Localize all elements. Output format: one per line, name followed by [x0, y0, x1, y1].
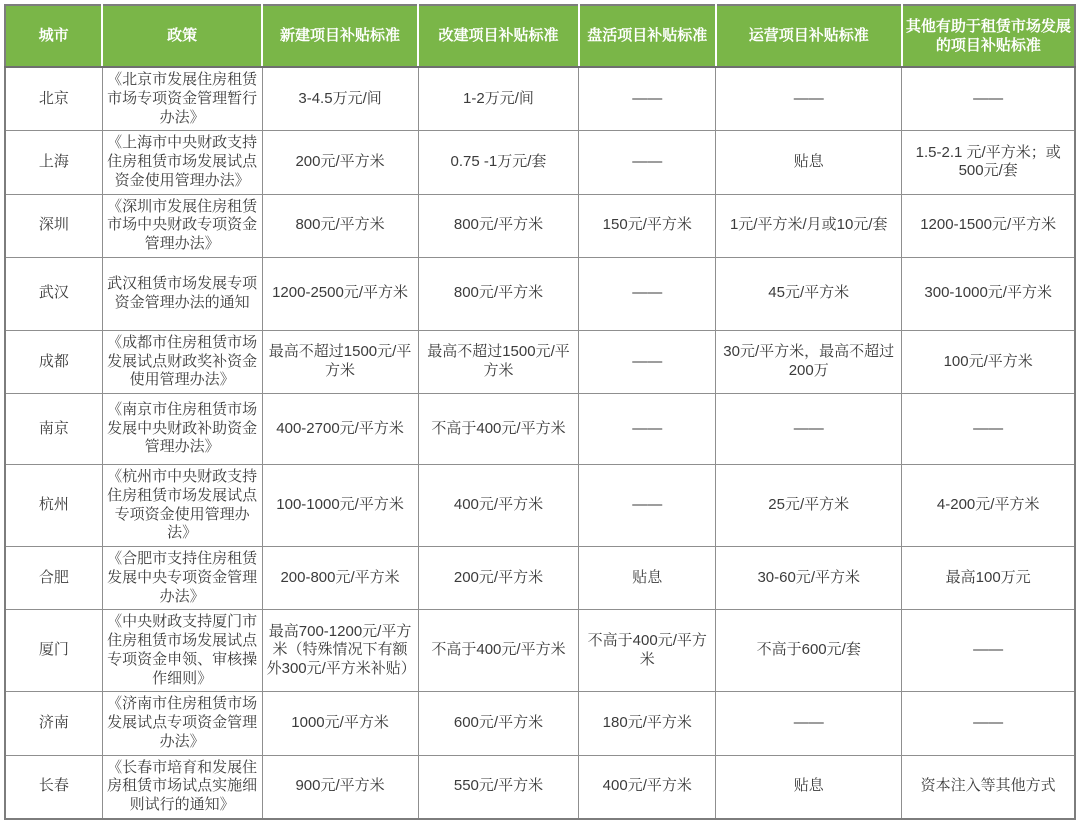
city-rental-subsidy-table: [4, 4, 1076, 820]
cell-new-build: 最高700-1200元/平方米（特殊情况下有额外300元/平方米补贴）: [262, 610, 418, 692]
cell-other: ——: [902, 610, 1075, 692]
cell-renovation: 200元/平方米: [418, 547, 579, 610]
cell-revitalize: ——: [579, 67, 716, 131]
table-row: [5, 547, 1075, 610]
cell-renovation: 550元/平方米: [418, 755, 579, 819]
cell-renovation: 400元/平方米: [418, 465, 579, 547]
cell-renovation: 不高于400元/平方米: [418, 394, 579, 465]
cell-city: 北京: [5, 67, 102, 131]
cell-city: 济南: [5, 692, 102, 755]
cell-operation: 30元/平方米，最高不超过200万: [716, 330, 902, 393]
cell-policy: 武汉租赁市场发展专项资金管理办法的通知: [102, 257, 262, 330]
cell-city: 成都: [5, 330, 102, 393]
cell-other: 4-200元/平方米: [902, 465, 1075, 547]
cell-revitalize: 400元/平方米: [579, 755, 716, 819]
table-row: [5, 465, 1075, 547]
cell-renovation: 800元/平方米: [418, 257, 579, 330]
table-row: [5, 394, 1075, 465]
table-row: [5, 755, 1075, 819]
header-row: [5, 5, 1075, 67]
cell-new-build: 1000元/平方米: [262, 692, 418, 755]
table-body: [5, 67, 1075, 819]
cell-other: 100元/平方米: [902, 330, 1075, 393]
table-row: [5, 330, 1075, 393]
cell-new-build: 1200-2500元/平方米: [262, 257, 418, 330]
cell-new-build: 最高不超过1500元/平方米: [262, 330, 418, 393]
table-row: [5, 67, 1075, 131]
cell-renovation: 最高不超过1500元/平方米: [418, 330, 579, 393]
cell-operation: 贴息: [716, 131, 902, 194]
cell-other: ——: [902, 394, 1075, 465]
cell-other: 300-1000元/平方米: [902, 257, 1075, 330]
col-header-renovation: 改建项目补贴标准: [418, 5, 579, 67]
cell-other: ——: [902, 67, 1075, 131]
cell-policy: 《深圳市发展住房租赁市场中央财政专项资金管理办法》: [102, 194, 262, 257]
cell-new-build: 900元/平方米: [262, 755, 418, 819]
cell-operation: ——: [716, 692, 902, 755]
cell-policy: 《上海市中央财政支持住房租赁市场发展试点资金使用管理办法》: [102, 131, 262, 194]
cell-operation: 不高于600元/套: [716, 610, 902, 692]
cell-revitalize: 贴息: [579, 547, 716, 610]
table-row: [5, 131, 1075, 194]
cell-new-build: 800元/平方米: [262, 194, 418, 257]
cell-other: 1.5-2.1 元/平方米；或500元/套: [902, 131, 1075, 194]
cell-renovation: 0.75 -1万元/套: [418, 131, 579, 194]
cell-policy: 《合肥市支持住房租赁发展中央专项资金管理办法》: [102, 547, 262, 610]
cell-city: 杭州: [5, 465, 102, 547]
cell-policy: 《中央财政支持厦门市住房租赁市场发展试点专项资金申领、审核操作细则》: [102, 610, 262, 692]
cell-city: 深圳: [5, 194, 102, 257]
table-header: [5, 5, 1075, 67]
cell-operation: ——: [716, 394, 902, 465]
cell-policy: 《南京市住房租赁市场发展中央财政补助资金管理办法》: [102, 394, 262, 465]
cell-renovation: 1-2万元/间: [418, 67, 579, 131]
cell-policy: 《成都市住房租赁市场发展试点财政奖补资金使用管理办法》: [102, 330, 262, 393]
cell-city: 武汉: [5, 257, 102, 330]
cell-policy: 《济南市住房租赁市场发展试点专项资金管理办法》: [102, 692, 262, 755]
cell-city: 厦门: [5, 610, 102, 692]
cell-policy: 《北京市发展住房租赁市场专项资金管理暂行办法》: [102, 67, 262, 131]
cell-revitalize: ——: [579, 394, 716, 465]
cell-new-build: 400-2700元/平方米: [262, 394, 418, 465]
cell-renovation: 800元/平方米: [418, 194, 579, 257]
cell-city: 南京: [5, 394, 102, 465]
cell-renovation: 600元/平方米: [418, 692, 579, 755]
cell-renovation: 不高于400元/平方米: [418, 610, 579, 692]
cell-new-build: 100-1000元/平方米: [262, 465, 418, 547]
cell-city: 上海: [5, 131, 102, 194]
col-header-revitalize: 盘活项目补贴标准: [579, 5, 716, 67]
table-row: [5, 610, 1075, 692]
cell-revitalize: ——: [579, 257, 716, 330]
cell-new-build: 3-4.5万元/间: [262, 67, 418, 131]
cell-operation: 25元/平方米: [716, 465, 902, 547]
cell-operation: 45元/平方米: [716, 257, 902, 330]
col-header-operation: 运营项目补贴标准: [716, 5, 902, 67]
table-row: [5, 257, 1075, 330]
cell-operation: ——: [716, 67, 902, 131]
cell-revitalize: 150元/平方米: [579, 194, 716, 257]
table-row: [5, 692, 1075, 755]
cell-other: 1200-1500元/平方米: [902, 194, 1075, 257]
cell-city: 合肥: [5, 547, 102, 610]
cell-operation: 贴息: [716, 755, 902, 819]
cell-city: 长春: [5, 755, 102, 819]
cell-revitalize: ——: [579, 465, 716, 547]
cell-policy: 《杭州市中央财政支持住房租赁市场发展试点专项资金使用管理办法》: [102, 465, 262, 547]
col-header-policy: 政策: [102, 5, 262, 67]
cell-operation: 30-60元/平方米: [716, 547, 902, 610]
cell-other: 最高100万元: [902, 547, 1075, 610]
cell-policy: 《长春市培育和发展住房租赁市场试点实施细则试行的通知》: [102, 755, 262, 819]
cell-other: 资本注入等其他方式: [902, 755, 1075, 819]
cell-revitalize: ——: [579, 131, 716, 194]
cell-other: ——: [902, 692, 1075, 755]
col-header-new-build: 新建项目补贴标准: [262, 5, 418, 67]
cell-new-build: 200元/平方米: [262, 131, 418, 194]
cell-revitalize: 180元/平方米: [579, 692, 716, 755]
cell-revitalize: ——: [579, 330, 716, 393]
cell-revitalize: 不高于400元/平方米: [579, 610, 716, 692]
col-header-city: 城市: [5, 5, 102, 67]
col-header-other: 其他有助于租赁市场发展的项目补贴标准: [902, 5, 1075, 67]
table-row: [5, 194, 1075, 257]
cell-operation: 1元/平方米/月或10元/套: [716, 194, 902, 257]
cell-new-build: 200-800元/平方米: [262, 547, 418, 610]
